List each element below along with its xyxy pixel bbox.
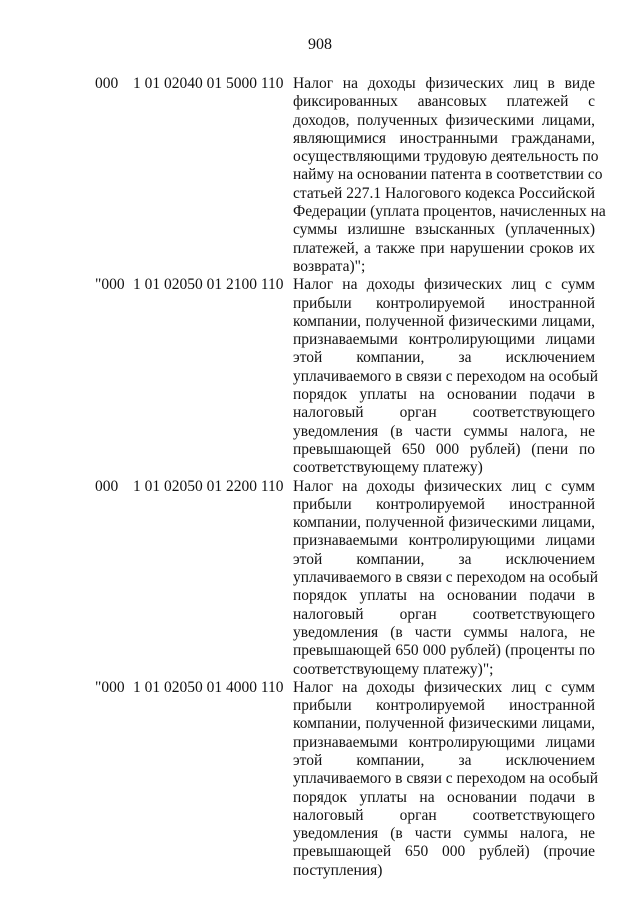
- description-line: прибыли контролируемой иностранной: [293, 495, 595, 513]
- code-description: [293, 678, 599, 880]
- description-line: этой компании, за исключением: [293, 550, 595, 568]
- description-line: Налог на доходы физических лиц с сумм: [293, 477, 595, 495]
- table-row: [95, 75, 606, 276]
- description-line: уведомления (в части суммы налога, не: [293, 422, 595, 440]
- kbk-code: 1 01 02050 01 4000 110: [133, 678, 284, 696]
- description-line: компании, полученной физическими лицами,: [293, 312, 595, 330]
- description-line: фиксированных авансовых платежей с: [293, 93, 595, 111]
- kbk-code: 1 01 02050 01 2100 110: [133, 276, 284, 294]
- description-line: уведомления (в части суммы налога, не: [293, 623, 595, 641]
- admin-code: "000: [95, 678, 125, 696]
- description-line: порядок уплаты на основании подачи в: [293, 587, 595, 605]
- description-line: компании, полученной физическими лицами,: [293, 514, 595, 532]
- description-line: налоговый орган соответствующего: [293, 404, 595, 422]
- kbk-code: 1 01 02040 01 5000 110: [133, 75, 284, 92]
- description-line: Налог на доходы физических лиц в виде: [293, 75, 595, 92]
- description-line: статьей 227.1 Налогового кодекса Российской: [293, 184, 596, 202]
- description-line: найму на основании патента в соответствии со: [293, 166, 603, 184]
- description-line: уплачиваемого в связи с переходом на особый: [293, 569, 599, 587]
- description-line: прибыли контролируемой иностранной: [293, 697, 595, 715]
- description-line: уплачиваемого в связи с переходом на особый: [293, 367, 599, 385]
- page-number: 908: [308, 36, 332, 53]
- description-line: суммы излишне взысканных (уплаченных): [293, 221, 595, 239]
- description-line: являющимися иностранными гражданами,: [293, 129, 595, 147]
- description-line: уведомления (в части суммы налога, не: [293, 825, 595, 843]
- description-line: Федерации (уплата процентов, начисленных на: [293, 203, 606, 221]
- description-line: прибыли контролируемой иностранной: [293, 294, 595, 312]
- description-line: превышающей 650 000 рублей) (прочие: [293, 843, 595, 861]
- description-line: порядок уплаты на основании подачи в: [293, 386, 595, 404]
- admin-code: 000: [95, 477, 119, 495]
- description-line: компании, полученной физическими лицами,: [293, 715, 595, 733]
- description-line: соответствующему платежу): [293, 459, 483, 477]
- admin-code: 000: [95, 75, 119, 92]
- table-row: [95, 679, 597, 880]
- admin-code: "000: [95, 276, 125, 294]
- description-line: налоговый орган соответствующего: [293, 806, 595, 824]
- table-row: [95, 478, 597, 679]
- description-line: осуществляющими трудовую деятельность по: [293, 148, 599, 166]
- description-line: признаваемыми контролирующими лицами: [293, 733, 595, 751]
- description-line: уплачиваемого в связи с переходом на особый: [293, 770, 599, 788]
- code-description: [293, 276, 599, 477]
- description-line: соответствующему платежу)";: [293, 660, 494, 678]
- description-line: этой компании, за исключением: [293, 349, 595, 367]
- code-description: [293, 75, 606, 276]
- description-line: порядок уплаты на основании подачи в: [293, 788, 595, 806]
- description-line: превышающей 650 000 рублей) (проценты по: [293, 642, 595, 660]
- description-line: возврата)";: [293, 257, 366, 275]
- description-line: Налог на доходы физических лиц с сумм: [293, 276, 595, 294]
- table-row: [95, 276, 597, 477]
- description-line: платежей, а также при нарушении сроков их: [293, 239, 595, 257]
- description-line: Налог на доходы физических лиц с сумм: [293, 678, 595, 696]
- description-line: признаваемыми контролирующими лицами: [293, 331, 595, 349]
- code-description: [293, 477, 599, 679]
- description-line: доходов, полученных физическими лицами,: [293, 111, 595, 129]
- description-line: превышающей 650 000 рублей) (пени по: [293, 440, 595, 458]
- description-line: этой компании, за исключением: [293, 751, 595, 769]
- description-line: поступления): [293, 861, 383, 879]
- description-line: признаваемыми контролирующими лицами: [293, 532, 595, 550]
- kbk-code: 1 01 02050 01 2200 110: [133, 477, 284, 495]
- code-table: [95, 75, 606, 880]
- description-line: налоговый орган соответствующего: [293, 605, 595, 623]
